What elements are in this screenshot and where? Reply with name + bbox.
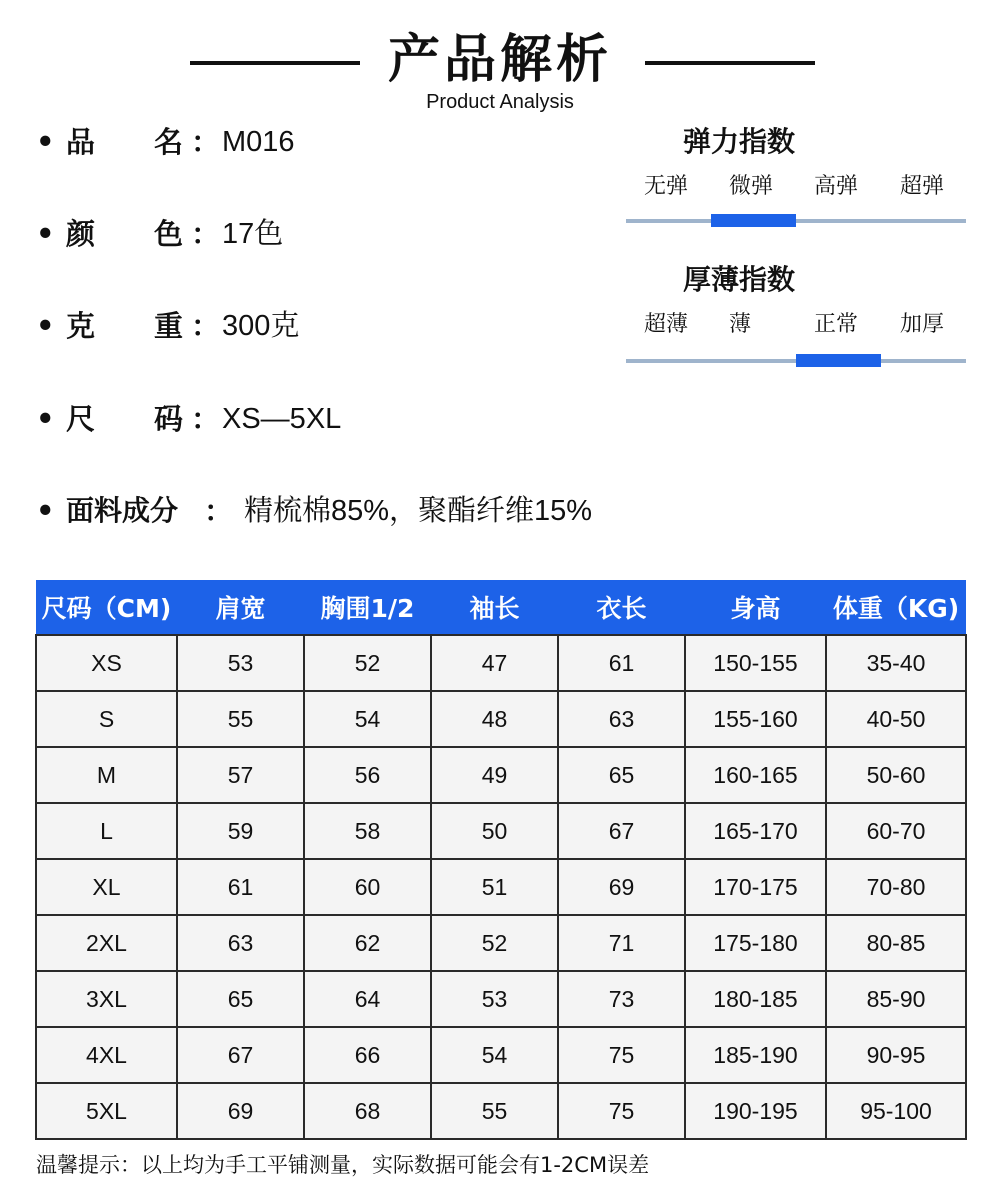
table-cell: 175-180 bbox=[685, 915, 826, 971]
table-cell: 35-40 bbox=[826, 635, 966, 691]
elasticity-title: 弹力指数 bbox=[682, 125, 795, 158]
thickness-meter bbox=[626, 262, 966, 368]
table-cell: 67 bbox=[177, 1027, 304, 1083]
table-cell: 80-85 bbox=[826, 915, 966, 971]
elasticity-option: 高弹 bbox=[813, 174, 858, 199]
elasticity-indicator bbox=[711, 214, 796, 227]
page-title: 产品解析 bbox=[387, 30, 612, 90]
elasticity-option: 无弹 bbox=[643, 174, 688, 199]
table-cell: 61 bbox=[558, 635, 685, 691]
table-cell: 54 bbox=[304, 691, 431, 747]
thickness-option: 薄 bbox=[728, 312, 751, 337]
table-row bbox=[36, 1027, 966, 1083]
elasticity-track bbox=[626, 219, 966, 223]
bullet: • bbox=[36, 125, 55, 159]
table-cell: 68 bbox=[304, 1083, 431, 1139]
spec-fabric-label: 面料成分 bbox=[66, 494, 179, 527]
thickness-title: 厚薄指数 bbox=[682, 263, 795, 296]
size-table-header bbox=[36, 580, 966, 635]
table-row bbox=[36, 691, 966, 747]
table-row bbox=[36, 747, 966, 803]
table-cell: 185-190 bbox=[685, 1027, 826, 1083]
table-cell: 75 bbox=[558, 1083, 685, 1139]
table-cell: XL bbox=[36, 859, 177, 915]
table-cell: 67 bbox=[558, 803, 685, 859]
table-cell: 50-60 bbox=[826, 747, 966, 803]
table-cell: 52 bbox=[431, 915, 558, 971]
spec-weight-value: 300克 bbox=[222, 310, 300, 342]
table-cell: 60-70 bbox=[826, 803, 966, 859]
table-cell: 3XL bbox=[36, 971, 177, 1027]
column-header: 衣长 bbox=[558, 580, 685, 635]
table-cell: 55 bbox=[431, 1083, 558, 1139]
column-header: 身高 bbox=[685, 580, 826, 635]
page-subtitle: Product Analysis bbox=[426, 91, 574, 113]
spec-colon: ： bbox=[191, 309, 221, 343]
spec-fabric-value: 精梳棉85%，聚酯纤维15% bbox=[244, 495, 593, 527]
table-cell: 66 bbox=[304, 1027, 431, 1083]
table-cell: 58 bbox=[304, 803, 431, 859]
thickness-option: 超薄 bbox=[643, 312, 688, 337]
thickness-option: 正常 bbox=[813, 312, 858, 337]
table-cell: 85-90 bbox=[826, 971, 966, 1027]
table-cell: 90-95 bbox=[826, 1027, 966, 1083]
column-header: 袖长 bbox=[431, 580, 558, 635]
table-cell: 2XL bbox=[36, 915, 177, 971]
column-header: 尺码（CM) bbox=[36, 580, 177, 635]
table-cell: 180-185 bbox=[685, 971, 826, 1027]
table-cell: L bbox=[36, 803, 177, 859]
table-cell: 160-165 bbox=[685, 747, 826, 803]
spec-colon: ： bbox=[191, 402, 221, 436]
spec-name-value: M016 bbox=[222, 126, 295, 158]
spec-label-char: 克 bbox=[66, 309, 96, 343]
spec-label-char: 名 bbox=[154, 125, 184, 159]
column-header: 胸围1/2 bbox=[304, 580, 431, 635]
column-header: 体重（KG) bbox=[826, 580, 966, 635]
spec-size-value: XS—5XL bbox=[222, 403, 342, 435]
table-cell: 55 bbox=[177, 691, 304, 747]
table-cell: 52 bbox=[304, 635, 431, 691]
spec-label-char: 品 bbox=[66, 125, 96, 159]
table-cell: 70-80 bbox=[826, 859, 966, 915]
table-cell: 49 bbox=[431, 747, 558, 803]
spec-label-char: 颜 bbox=[66, 217, 96, 251]
table-cell: 61 bbox=[177, 859, 304, 915]
table-cell: 54 bbox=[431, 1027, 558, 1083]
table-cell: 63 bbox=[558, 691, 685, 747]
table-cell: 65 bbox=[558, 747, 685, 803]
table-cell: 150-155 bbox=[685, 635, 826, 691]
bullet: • bbox=[36, 402, 55, 436]
spec-label-char: 尺 bbox=[66, 402, 96, 436]
table-row bbox=[36, 971, 966, 1027]
table-cell: 56 bbox=[304, 747, 431, 803]
table-cell: S bbox=[36, 691, 177, 747]
table-row bbox=[36, 859, 966, 915]
table-cell: 71 bbox=[558, 915, 685, 971]
table-cell: 47 bbox=[431, 635, 558, 691]
table-cell: 75 bbox=[558, 1027, 685, 1083]
bullet: • bbox=[36, 494, 55, 528]
table-cell: 4XL bbox=[36, 1027, 177, 1083]
table-cell: 64 bbox=[304, 971, 431, 1027]
table-cell: 69 bbox=[558, 859, 685, 915]
page-header bbox=[0, 18, 1000, 128]
spec-label-char: 码 bbox=[154, 402, 184, 436]
measurement-note: 温馨提示：以上均为手工平铺测量，实际数据可能会有1-2CM误差 bbox=[36, 1153, 650, 1177]
table-cell: 53 bbox=[177, 635, 304, 691]
thickness-indicator bbox=[796, 354, 881, 367]
spec-colon: ： bbox=[204, 494, 234, 528]
column-header: 肩宽 bbox=[177, 580, 304, 635]
table-cell: 57 bbox=[177, 747, 304, 803]
table-row bbox=[36, 635, 966, 691]
table-cell: 155-160 bbox=[685, 691, 826, 747]
elasticity-meter bbox=[626, 124, 966, 228]
table-cell: 165-170 bbox=[685, 803, 826, 859]
elasticity-option: 微弹 bbox=[728, 174, 773, 199]
elasticity-option: 超弹 bbox=[899, 174, 944, 199]
table-cell: 63 bbox=[177, 915, 304, 971]
table-cell: 95-100 bbox=[826, 1083, 966, 1139]
table-cell: 65 bbox=[177, 971, 304, 1027]
bullet: • bbox=[36, 309, 55, 343]
table-cell: 51 bbox=[431, 859, 558, 915]
table-cell: M bbox=[36, 747, 177, 803]
table-cell: 40-50 bbox=[826, 691, 966, 747]
table-row bbox=[36, 1083, 966, 1139]
table-cell: 48 bbox=[431, 691, 558, 747]
spec-colon: ： bbox=[191, 217, 221, 251]
table-cell: 5XL bbox=[36, 1083, 177, 1139]
table-cell: XS bbox=[36, 635, 177, 691]
spec-label-char: 色 bbox=[154, 217, 184, 251]
table-cell: 62 bbox=[304, 915, 431, 971]
table-cell: 50 bbox=[431, 803, 558, 859]
spec-color-value: 17色 bbox=[222, 218, 284, 250]
table-cell: 69 bbox=[177, 1083, 304, 1139]
table-row bbox=[36, 803, 966, 859]
table-row bbox=[36, 915, 966, 971]
table-cell: 59 bbox=[177, 803, 304, 859]
bullet: • bbox=[36, 217, 55, 251]
size-table bbox=[35, 580, 967, 1140]
spec-label-char: 重 bbox=[154, 309, 184, 343]
table-cell: 190-195 bbox=[685, 1083, 826, 1139]
thickness-option: 加厚 bbox=[899, 312, 944, 337]
spec-colon: ： bbox=[191, 125, 221, 159]
table-cell: 170-175 bbox=[685, 859, 826, 915]
table-cell: 53 bbox=[431, 971, 558, 1027]
table-cell: 73 bbox=[558, 971, 685, 1027]
table-cell: 60 bbox=[304, 859, 431, 915]
